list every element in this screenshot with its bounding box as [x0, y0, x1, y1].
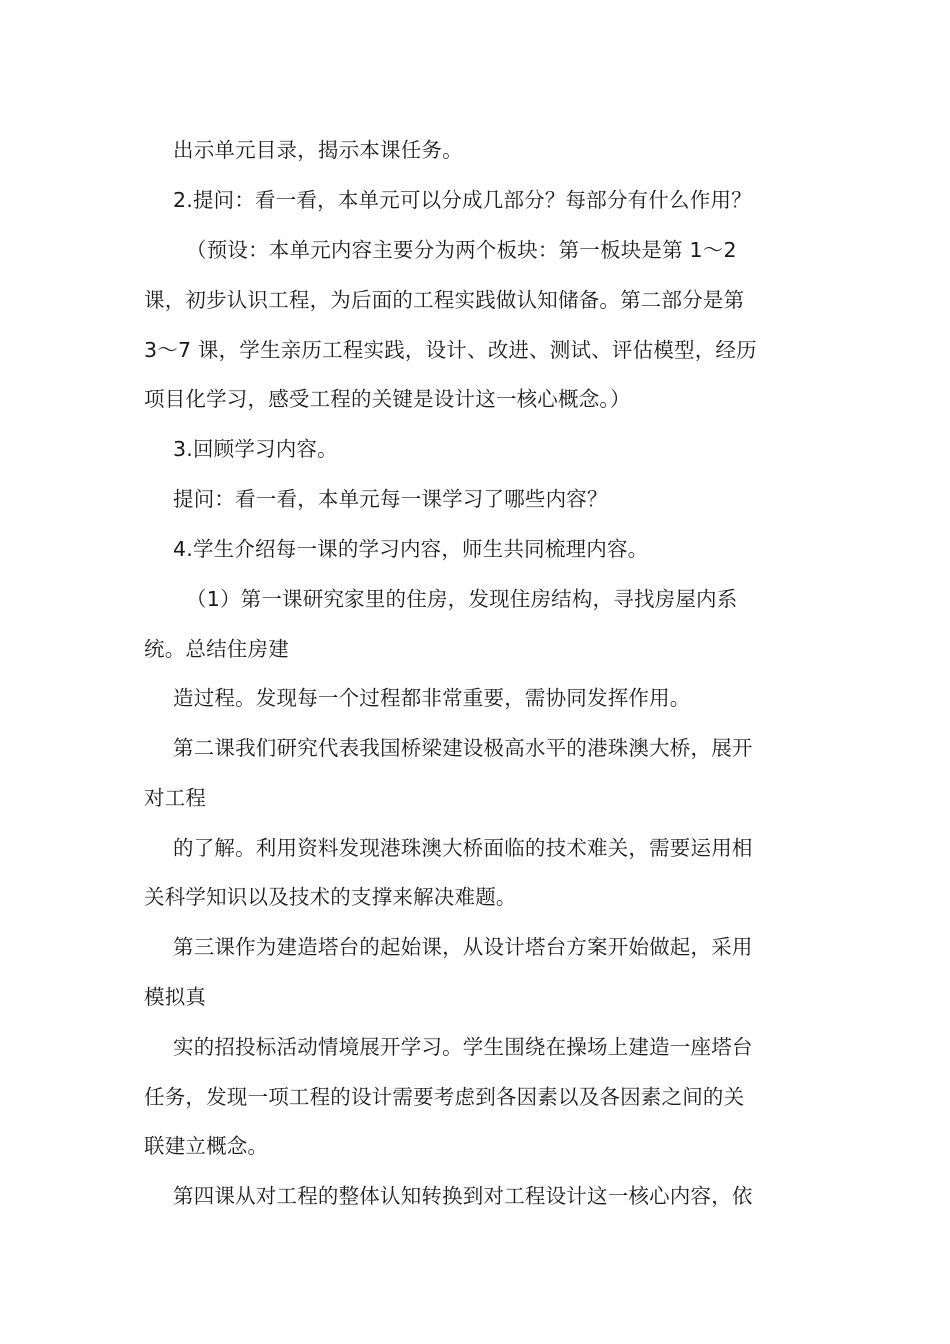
- paragraph-line: 模拟真: [144, 985, 207, 1009]
- paragraph-line: 2.提问：看一看，本单元可以分成几部分？每部分有什么作用？: [173, 188, 752, 212]
- paragraph-line: 3～7 课，学生亲历工程实践，设计、改进、测试、评估模型，经历: [144, 338, 757, 362]
- paragraph-line: 对工程: [144, 786, 207, 810]
- paragraph-line: 提问：看一看，本单元每一课学习了哪些内容？: [173, 487, 608, 511]
- paragraph-line: 课，初步认识工程，为后面的工程实践做认知储备。第二部分是第: [144, 288, 745, 312]
- paragraph-line: 第二课我们研究代表我国桥梁建设极高水平的港珠澳大桥，展开: [173, 736, 753, 760]
- paragraph-line: 4.学生介绍每一课的学习内容，师生共同梳理内容。: [173, 537, 649, 561]
- paragraph-line: 联建立概念。: [144, 1134, 269, 1158]
- paragraph-line: 第三课作为建造塔台的起始课，从设计塔台方案开始做起，采用: [173, 935, 753, 959]
- paragraph-line: 3.回顾学习内容。: [173, 437, 338, 461]
- paragraph-line: 项目化学习，感受工程的关键是设计这一核心概念。）: [144, 387, 631, 411]
- paragraph-line: 实的招投标活动情境展开学习。学生围绕在操场上建造一座塔台: [173, 1035, 753, 1059]
- paragraph-line: （预设：本单元内容主要分为两个板块：第一板块是第 1～2: [186, 238, 737, 262]
- paragraph-line: 任务，发现一项工程的设计需要考虑到各因素以及各因素之间的关: [144, 1085, 745, 1109]
- paragraph-line: 出示单元目录，揭示本课任务。: [173, 138, 463, 162]
- paragraph-line: 第四课从对工程的整体认知转换到对工程设计这一核心内容，依: [173, 1184, 753, 1208]
- paragraph-line: （1）第一课研究家里的住房，发现住房结构，寻找房屋内系: [186, 587, 738, 611]
- paragraph-line: 关科学知识以及技术的支撑来解决难题。: [144, 885, 517, 909]
- paragraph-line: 造过程。发现每一个过程都非常重要，需协同发挥作用。: [173, 686, 691, 710]
- paragraph-line: 统。总结住房建: [144, 637, 289, 661]
- paragraph-line: 的了解。利用资料发现港珠澳大桥面临的技术难关，需要运用相: [173, 836, 753, 860]
